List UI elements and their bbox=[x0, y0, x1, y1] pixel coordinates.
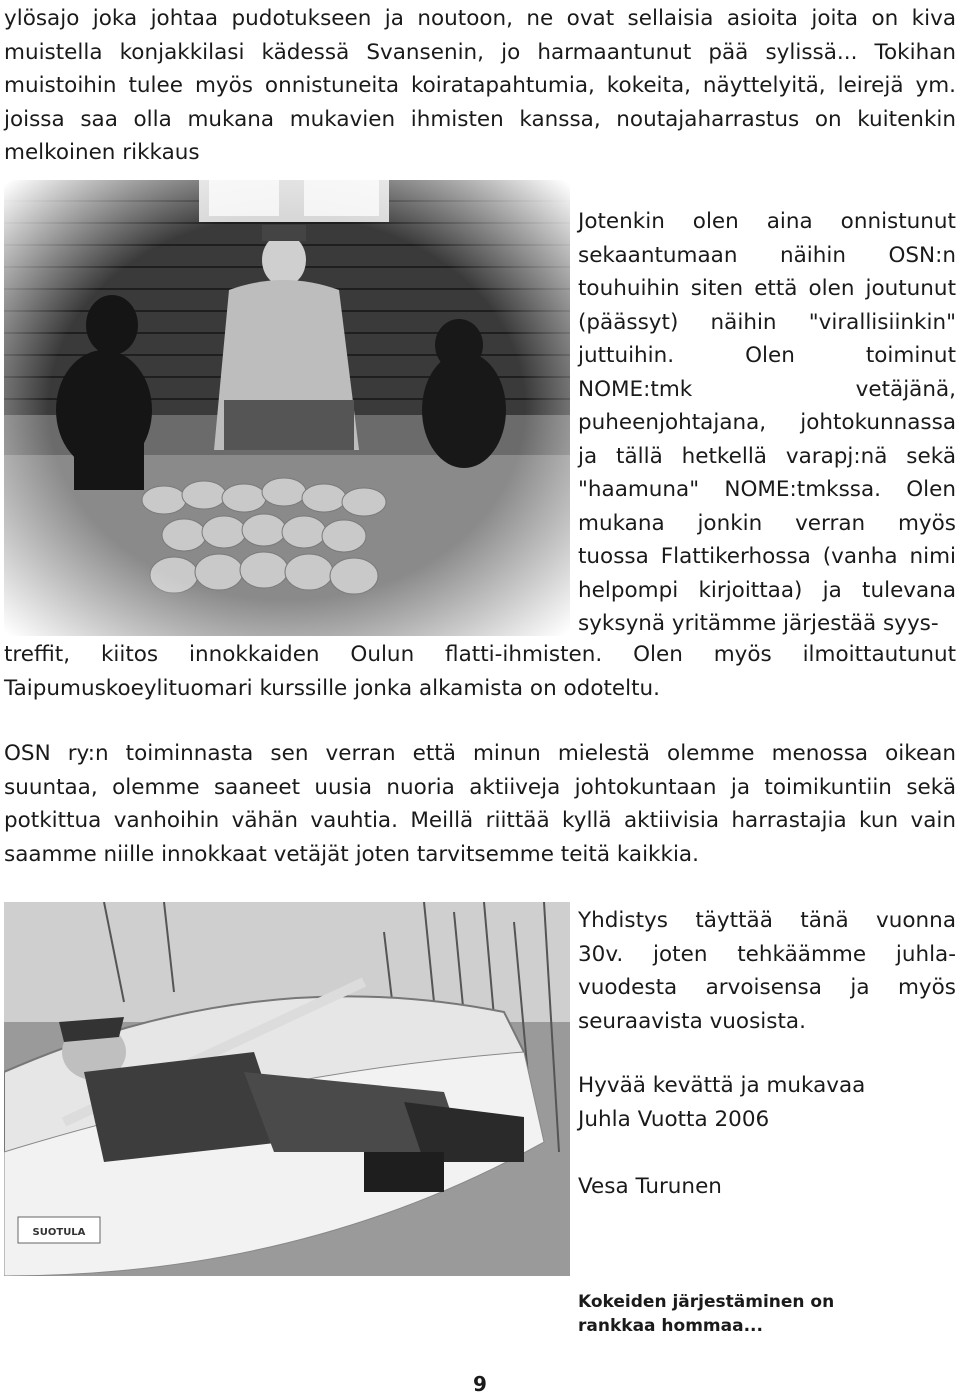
text-line: melkoinen rikkaus bbox=[4, 140, 200, 165]
text-line: saamme niille innokkaat vetäjät joten tarvitsemme teitä kaikkia. bbox=[4, 841, 699, 867]
text-line: potkittua vanhoihin vähän vauhtia. Meillä riittää kyllä aktiivisia harrastajia kun vain bbox=[4, 808, 956, 833]
text-line: (päässyt) näihin "virallisiinkin" bbox=[578, 309, 956, 335]
page-number: 9 bbox=[473, 1372, 487, 1396]
text-line: Jotenkin olen aina onnistunut bbox=[578, 209, 956, 234]
text-line: treffit, kiitos innokkaiden Oulun flatti-ihmisten. Olen myös ilmoittautunut bbox=[4, 642, 956, 667]
text-line: Yhdistys täyttää tänä vuonna bbox=[578, 908, 956, 933]
involvement-paragraph bbox=[578, 205, 956, 641]
intro-paragraph bbox=[4, 2, 956, 170]
text-line: vuodesta arvoisensa ja myös bbox=[578, 975, 956, 1000]
text-line: muistella konjakkilasi kädessä Svansenin, jo harmaantunut pää sylissä... Tokihan bbox=[4, 39, 956, 65]
text-line: joissa saa olla mukana mukavien ihmisten kanssa, noutajaharrastus on kuitenkin bbox=[4, 106, 956, 132]
greeting-line: Hyvää kevättä ja mukavaa bbox=[578, 1073, 866, 1098]
text-line: Taipumuskoeylituomari kurssille jonka alkamista on odoteltu. bbox=[4, 675, 661, 701]
boat-brand-label: SUOTULA bbox=[32, 1227, 86, 1238]
text-line: syksynä yritämme järjestää syys- bbox=[578, 611, 939, 636]
text-line: "haamuna" NOME:tmkssa. Olen bbox=[578, 477, 956, 502]
text-line: juttuihin. Olen toiminut bbox=[578, 343, 956, 368]
man-in-boat-photo bbox=[4, 902, 570, 1276]
text-line: suuntaa, olemme saaneet uusia nuoria aktiiveja johtokuntaan ja toimikuntiin sekä bbox=[4, 774, 956, 800]
text-line: seuraavista vuosista. bbox=[578, 1008, 806, 1034]
hunter-dogs-photo bbox=[4, 180, 570, 636]
anniversary-paragraph bbox=[578, 904, 956, 1038]
text-line: ylösajo joka johtaa pudotukseen ja noutoon, ne ovat sellaisia asioita joita on kiva bbox=[4, 6, 956, 31]
text-line: puheenjohtajana, johtokunnassa bbox=[578, 410, 956, 435]
caption-line: rankkaa hommaa... bbox=[578, 1316, 763, 1336]
text-line: NOME:tmk vetäjänä, bbox=[578, 376, 956, 402]
text-line: mukana jonkin verran myös bbox=[578, 510, 956, 536]
text-line: OSN ry:n toiminnasta sen verran että minun mielestä olemme menossa oikean bbox=[4, 741, 956, 766]
photo-caption bbox=[578, 1290, 834, 1338]
text-line: helpompi kirjoittaa) ja tulevana bbox=[578, 577, 956, 603]
text-line: touhuihin siten että olen joutunut bbox=[578, 276, 956, 301]
continuation-paragraph bbox=[4, 638, 956, 705]
greeting-line: Juhla Vuotta 2006 bbox=[578, 1106, 770, 1132]
osn-paragraph bbox=[4, 737, 956, 871]
text-line: muistoihin tulee myös onnistuneita koiratapahtumia, kokeita, näyttelyitä, leirejä ym. bbox=[4, 73, 956, 98]
text-line: sekaantumaan näihin OSN:n bbox=[578, 242, 956, 268]
signature: Vesa Turunen bbox=[578, 1174, 722, 1199]
text-line: tuossa Flattikerhossa (vanha nimi bbox=[578, 544, 956, 569]
text-line: 30v. joten tehkäämme juhla- bbox=[578, 941, 956, 967]
caption-line: Kokeiden järjestäminen on bbox=[578, 1292, 835, 1312]
greeting bbox=[578, 1069, 865, 1136]
text-line: ja tällä hetkellä varapj:nä sekä bbox=[578, 443, 956, 469]
